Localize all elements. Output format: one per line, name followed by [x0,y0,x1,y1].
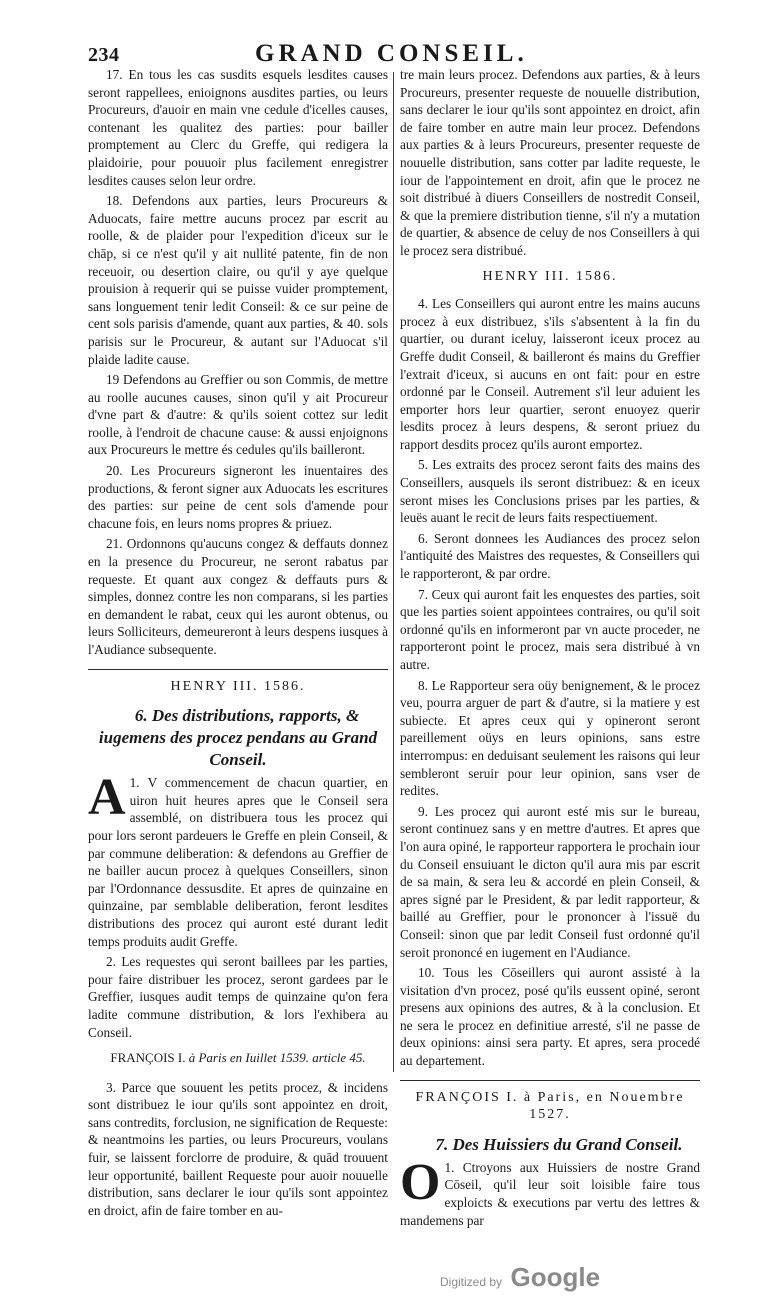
source-place-date: à Paris en Iuillet 1539. article 45. [188,1050,366,1066]
article-text-2: Ctroyons aux Huissiers de nostre Grand Cōseil, qu'il leur soit loisible faire tous exploicts & executions par vertu des lettres & mandemens par [400,1159,700,1228]
section-6-title: 6. Des distributions, rapports, & iugemens des procez pendans au Grand Conseil. [98,706,378,770]
section-divider [88,669,388,670]
article-18: 18. Defendons aux parties, leurs Procureurs & Aduocats, faire mettre aucuns procez par escrit au roolle, & de plaider pour l'expedition d'iceux sur le chāp, si ce n'est qu'il y ait nullité patente, fin de non receuoir, ou desertion claire, ou qu'il y aye quelque prouision à requerir qui se puisse vuider promptement, sans longuement tenir ledit Conseil: & ce sur peine de cent sols parisis d'amende, quant aux parties, & 40. sols parisis sur le Procureur, & autant sur l'Aduocat s'il plaide ladite cause. [88,193,388,367]
drop-cap: A [88,769,126,827]
section-6-article-2: 2. Les requestes qui seront baillees par les parties, pour faire distribuer les procez, seront gardees par le Greffier, iusques audit temps de quinzaine qu'on fera ladite commune distribution, & lors l'exhibera au Conseil. [88,954,388,1040]
section-7-title: 7. Des Huissiers du Grand Conseil. [435,1134,683,1154]
section-6-article-5: 5. Les extraits des procez seront faits des mains des Conseillers, ausquels ils seront distribuez: & en iceux seront mises les Conclusions prises par les parties, & leuës auant le recit de leurs faits respectiuement. [400,457,700,526]
digitized-watermark [440,1262,600,1293]
google-logo-text: Google [510,1262,601,1292]
right-column [400,66,700,1232]
article-number-2: 1. [444,1159,455,1175]
article-number: 1. [129,775,140,791]
page-number: 234 [88,44,120,66]
source-citation [88,1049,388,1067]
reign-heading-2: HENRY III. 1586. [482,268,618,284]
section-7-article-1 [400,1153,700,1229]
watermark-prefix: Digitized by [440,1275,503,1289]
section-6-article-8: 8. Le Rapporteur sera oüy benignement, & le procez veu, pourra arguer de part & d'autre, si la matiere y est subiecte. Et apres ceux qui y opineront seront pareillement oüys en leurs opinions, sans estre interrompus: en deduisant seulement les raisons qui leur sembleront seruir pour leur opinion, sans vser de redites. [400,677,700,799]
article-17: 17. En tous les cas susdits esquels lesdites causes seront rappellees, enioignons ausdites parties, ou leurs Procureurs, d'auoir en main vne cedule d'icelles causes, contenant les qualitez des parties: pour bailler promptement au Clerc du Greffe, qui redigera la plaidoirie, pour pouuoir plus facilement enregistrer lesdites causes selon leur ordre. [88,67,388,188]
source-heading: FRANÇOIS I. à Paris, en Nouembre 1527. [415,1089,685,1123]
section-6-article-1 [88,769,388,950]
left-column [88,66,388,1222]
section-6-article-4: 4. Les Conseillers qui auront entre les mains aucuns procez à eux distribuez, s'ils s'absentent à la fin du quartier, ou durant iceluy, laisseront iceux procez au Greffe dudit Conseil, & bailleront és mains du Greffier l'extrait d'iceux, si aucuns en ont fait: pour en estre ordonné par le Conseil. Autrement s'il leur aduient les emporter hors leur quartier, seront enuoyez querir lesdits procez à leurs despens, & seront priuez du rapport desdits procez qu'ils auront emportez. [400,296,700,452]
running-head: GRAND CONSEIL. [255,40,528,67]
article-21: 21. Ordonnons qu'aucuns congez & deffauts donnez en la presence du Procureur, ne seront rabatus par requeste. Et quant aux congez & deffauts purs & simples, donnez contre les non comparans, si les parties en demandent le rabat, ceux qui les auront obtenus, ou leurs Solliciteurs, demeureront à leurs despens iusques à l'Audiance subsequente. [88,536,388,657]
section-6-article-6: 6. Seront donnees les Audiances des procez selon l'antiquité des Maistres des requestes, & Conseillers qui le rapporteront, & par ordre. [400,530,700,582]
column-rule [393,72,394,1072]
section-6-article-3: 3. Parce que souuent les petits procez, & incidens sont distribuez le iour qu'ils sont appointez en droit, sans contredits, forclusion, ne signification de Requeste: & neantmoins les parties, ou leurs Procureurs, voulans fuir, se laissent forclorre de produire, & quād trouuent leur opportunité, baillent Requeste pour auoir nouuelle distribution, sans declarer le iour qu'ils sont appointez en droict, afin de faire tomber en au- [88,1079,388,1218]
reign-heading: HENRY III. 1586. [170,678,306,694]
section-6-article-9: 9. Les procez qui auront esté mis sur le bureau, seront continuez sans y en mettre d'autres. Et apres que l'on aura opiné, le rapporteur rapportera le prochain iour du Conseil ensuiuant le dicton qu'il aura mis par escrit de sa main, & sera leu & accordé en plein Conseil, & apres signé par le President, & par ledit rapporteur, & baillé au Greffier, pour le prononcer à l'issuë du Conseil: sinon que par ledit Conseil fust ordonné qu'il seroit prononcé en iugement en l'Audiance. [400,803,700,960]
section-divider-2 [400,1080,700,1081]
source-king: FRANÇOIS I. [110,1050,186,1066]
section-6-article-7: 7. Ceux qui auront fait les enquestes des parties, soit que les parties soient appointees contraires, ou qu'il soit ordonné qu'ils en informeront par vn aucte proceder, ne rapporteront point le procez, mais sera distribué à vn autre. [400,586,700,672]
article-text: V commencement de chacun quartier, en uiron huit heures apres que le Conseil sera assemblé, on distribuera tous les procez qui pour lors seront pardeuers le Greffe en plein Conseil, & par commune deliberation: & defendons au Greffier de ne bailler aucun procez à quelques Conseillers, sinon par l'Ordonnance dessusdite. Et apres de quinzaine en quinzaine, par semblable deliberation, feront lesdites distributions des procez qui auront esté durant ledit temps produits audit Greffe. [88,775,388,949]
drop-cap-2: O [400,1153,441,1211]
article-19: 19 Defendons au Greffier ou son Commis, de mettre au roolle aucunes causes, sinon qu'il y ait Procureur d'vne part & d'autre: & qu'ils soient cottez sur ledit roolle, à l'endroit de chacune cause: & aussi enjoignons aux Procureurs le mettre és cedules qu'ils bailleront. [88,372,388,458]
article-3-continued: tre main leurs procez. Defendons aux parties, & à leurs Procureurs, presenter requeste de nouuelle distribution, sans declarer le iour qu'ils sont appointez en droict, afin de faire tomber en autre main leur procez. Defendons aux parties & à leurs Procureurs, presenter requeste de nouuelle distribution, sans cotter par ladite requeste, le iour de l'appointement en droit, afin que le procez ne soit distribué à diuers Conseillers de nostredit Conseil, & que la premiere distribution tienne, s'il n'y a mutation de quartier, & absence de celuy de nos Conseillers à qui le procez sera distribué. [400,67,700,258]
section-6-article-10: 10. Tous les Cōseillers qui auront assisté à la visitation d'vn procez, posé qu'ils eussent opiné, seront presens aux opinions des autres, & à la conclusion. Et ne sera le procez en definitiue arresté, s'il ne passe de deux opinions: ainsi sera party. Et apres, sera procedé au departement. [400,965,700,1069]
article-20: 20. Les Procureurs signeront les inuentaires des productions, & feront signer aux Aduocats les escritures des parties: sur peine de cent sols d'amende pour chacune fois, en leurs noms propres & priuez. [88,463,388,531]
